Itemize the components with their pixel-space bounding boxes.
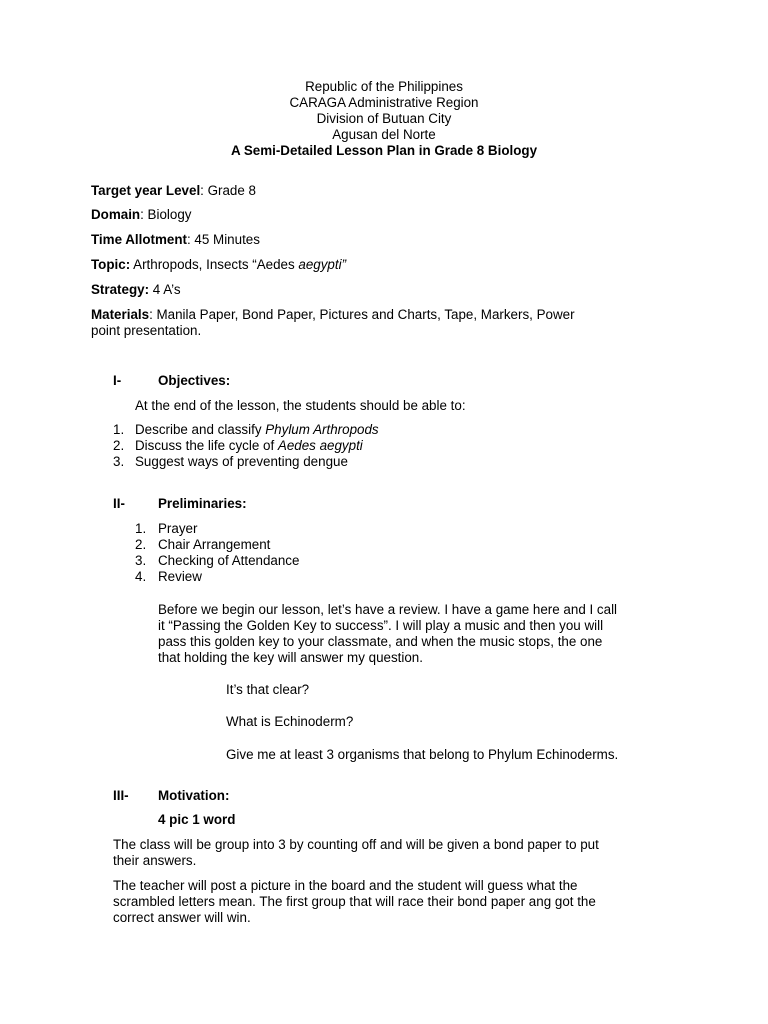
objective-item	[113, 422, 124, 438]
time-allotment-line	[91, 232, 260, 248]
objective-text-italic: Phylum Arthropods	[265, 422, 379, 437]
strategy-label: Strategy:	[91, 282, 150, 297]
materials-label: Materials	[91, 307, 150, 322]
review-line: that holding the key will answer my question.	[158, 650, 423, 665]
strategy-line	[91, 282, 181, 298]
review-line: pass this golden key to your classmate, and when the music stops, the one	[158, 634, 603, 649]
domain-label: Domain	[91, 207, 141, 222]
topic-italic: aegypti”	[298, 257, 347, 272]
materials-line	[91, 307, 575, 323]
document-title: A Semi-Detailed Lesson Plan in Grade 8 Biology	[230, 143, 538, 158]
list-number: 1.	[113, 422, 125, 437]
objectives-heading: Objectives:	[158, 373, 231, 388]
materials-value: : Manila Paper, Bond Paper, Pictures and Charts, Tape, Markers, Power	[149, 307, 575, 322]
objectives-number: I-	[113, 373, 122, 388]
objective-text-italic: Aedes aegypti	[277, 438, 363, 453]
motivation-paragraph-line: The class will be group into 3 by counting off and will be given a bond paper to put	[113, 837, 599, 852]
motivation-paragraph-line: their answers.	[113, 853, 197, 868]
objective-text-plain: Suggest ways of preventing dengue	[135, 454, 348, 469]
question-echinoderm: What is Echinoderm?	[226, 714, 354, 729]
header-republic: Republic of the Philippines	[305, 79, 463, 94]
target-year-level	[91, 183, 256, 199]
strategy-value: 4 A’s	[149, 282, 181, 297]
domain-value: : Biology	[140, 207, 192, 222]
objective-text	[135, 454, 348, 470]
motivation-heading: Motivation:	[158, 788, 230, 803]
preliminary-item: Prayer	[158, 521, 198, 536]
materials-line-2: point presentation.	[91, 323, 202, 338]
motivation-subheading: 4 pic 1 word	[158, 812, 236, 827]
preliminaries-heading: Preliminaries:	[158, 496, 247, 511]
objective-text	[135, 422, 379, 438]
question-clear: It’s that clear?	[226, 682, 310, 697]
objective-item	[113, 454, 124, 470]
list-number: 3.	[113, 454, 125, 469]
target-label: Target year Level	[91, 183, 201, 198]
preliminary-item: Checking of Attendance	[158, 553, 300, 568]
list-number: 1.	[135, 521, 147, 536]
review-line: Before we begin our lesson, let’s have a review. I have a game here and I call	[158, 602, 618, 617]
motivation-paragraph-line: The teacher will post a picture in the board and the student will guess what the	[113, 878, 578, 893]
motivation-number: III-	[113, 788, 129, 803]
list-number: 4.	[135, 569, 147, 584]
topic-label: Topic:	[91, 257, 131, 272]
domain-line	[91, 207, 191, 223]
header-region: CARAGA Administrative Region	[289, 95, 479, 110]
objectives-intro: At the end of the lesson, the students should be able to:	[135, 398, 466, 413]
time-value: : 45 Minutes	[186, 232, 260, 247]
motivation-paragraph-line: scrambled letters mean. The first group that will race their bond paper ang got the	[113, 894, 596, 909]
question-organisms: Give me at least 3 organisms that belong to Phylum Echinoderms.	[226, 747, 619, 762]
motivation-paragraph-line: correct answer will win.	[113, 910, 251, 925]
list-number: 2.	[135, 537, 147, 552]
target-value: : Grade 8	[200, 183, 256, 198]
objective-text	[135, 438, 363, 454]
preliminaries-number: II-	[113, 496, 125, 511]
objective-item	[113, 438, 124, 454]
topic-value: Arthropods, Insects “Aedes	[130, 257, 299, 272]
list-number: 2.	[113, 438, 125, 453]
review-line: it “Passing the Golden Key to success”. I will play a music and then you will	[158, 618, 604, 633]
header-province: Agusan del Norte	[332, 127, 436, 142]
header-division: Division of Butuan City	[316, 111, 452, 126]
objective-text-plain: Describe and classify	[135, 422, 266, 437]
topic-line	[91, 257, 346, 273]
preliminary-item: Chair Arrangement	[158, 537, 271, 552]
objective-text-plain: Discuss the life cycle of	[135, 438, 278, 453]
list-number: 3.	[135, 553, 147, 568]
time-label: Time Allotment	[91, 232, 187, 247]
preliminary-item: Review	[158, 569, 202, 584]
